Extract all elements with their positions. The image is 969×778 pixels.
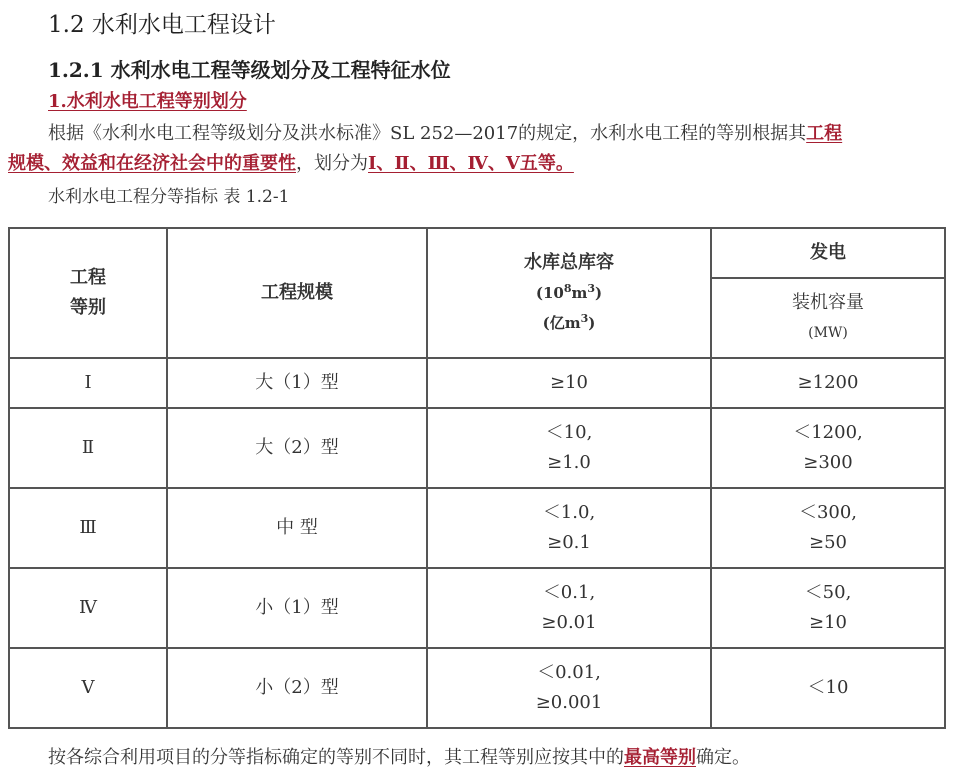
- cell-value: ≥0.001: [535, 692, 603, 713]
- table-caption: 水利水电工程分等指标 表 1.2-1: [48, 187, 290, 207]
- cell-grade: Ⅱ: [9, 408, 167, 488]
- cell-value: ＜1200,: [793, 422, 863, 443]
- cell-power: [711, 358, 945, 408]
- cell-value: ≥1.0: [547, 452, 591, 473]
- cell-reservoir: [427, 408, 711, 488]
- cell-grade: Ⅲ: [9, 488, 167, 568]
- header-reservoir-unit: $(10^8m^3)$: [535, 282, 603, 302]
- cell-reservoir: [427, 488, 711, 568]
- cell-value: ＜0.01,: [537, 662, 601, 683]
- header-grade-line: 工程: [70, 267, 106, 288]
- cell-value: ≥300: [803, 452, 853, 473]
- cell-value: ＜300,: [798, 502, 858, 523]
- section-title: 1.2 水利水电工程设计: [48, 12, 276, 38]
- cell-value: ＜10: [807, 677, 849, 698]
- header-reservoir: [427, 228, 711, 358]
- table-row: [9, 648, 945, 728]
- cell-reservoir: [427, 568, 711, 648]
- header-capacity-name: 装机容量: [792, 292, 864, 313]
- table-row: [9, 408, 945, 488]
- cell-reservoir: [427, 648, 711, 728]
- cell-reservoir: [427, 358, 711, 408]
- cell-scale: 小（1）型: [167, 568, 427, 648]
- paragraph-emphasis: 工程: [806, 123, 843, 144]
- cell-value: ＜50,: [804, 582, 852, 603]
- header-grade: [9, 228, 167, 358]
- cell-scale: 大（2）型: [167, 408, 427, 488]
- cell-power: [711, 568, 945, 648]
- table-row: [9, 488, 945, 568]
- paragraph-emphasis: 规模、效益和在经济社会中的重要性: [8, 153, 296, 174]
- cell-grade: Ⅴ: [9, 648, 167, 728]
- cell-value: ＜0.1,: [542, 582, 596, 603]
- header-grade-line: 等别: [70, 297, 106, 318]
- item-title: 1.水利水电工程等别划分: [48, 91, 247, 112]
- cell-value: ≥1200: [797, 372, 859, 393]
- paragraph-emphasis-grades: Ⅰ、Ⅱ、Ⅲ、Ⅳ、Ⅴ五等。: [368, 153, 574, 174]
- header-scale: 工程规模: [167, 228, 427, 358]
- header-capacity: [711, 278, 945, 358]
- paragraph-line-2: [8, 150, 574, 178]
- header-capacity-unit: (MW): [808, 325, 848, 341]
- cell-power: [711, 408, 945, 488]
- cell-value: ≥0.1: [547, 532, 591, 553]
- cell-power: [711, 648, 945, 728]
- cell-power: [711, 488, 945, 568]
- cell-grade: Ⅰ: [9, 358, 167, 408]
- subsection-title: 1.2.1 水利水电工程等级划分及工程特征水位: [48, 58, 451, 82]
- cell-value: ≥50: [809, 532, 847, 553]
- note-text: 按各综合利用项目的分等指标确定的等别不同时，其工程等别应按其中的: [48, 747, 624, 768]
- cell-value: ≥0.01: [541, 612, 597, 633]
- header-reservoir-name: 水库总库容: [524, 252, 614, 273]
- table-note: [48, 744, 750, 772]
- cell-value: ＜1.0,: [542, 502, 596, 523]
- cell-value: ≥10: [809, 612, 847, 633]
- header-power: 发电: [711, 228, 945, 278]
- paragraph-line-1: [48, 120, 842, 148]
- table-row: [9, 358, 945, 408]
- cell-scale: 小（2）型: [167, 648, 427, 728]
- note-emphasis: 最高等别: [624, 747, 696, 768]
- note-text: 确定。: [696, 747, 750, 768]
- cell-value: ＜10,: [545, 422, 593, 443]
- header-reservoir-unit-cn: (亿$m^3$): [542, 312, 596, 332]
- paragraph-text: ，划分为: [296, 153, 368, 174]
- grade-table: [8, 227, 946, 729]
- cell-value: ≥10: [550, 372, 588, 393]
- cell-scale: 中 型: [167, 488, 427, 568]
- table-row: [9, 568, 945, 648]
- paragraph-text: 根据《水利水电工程等级划分及洪水标准》SL 252—2017的规定，水利水电工程的等别根据其: [48, 123, 807, 144]
- cell-grade: Ⅳ: [9, 568, 167, 648]
- cell-scale: 大（1）型: [167, 358, 427, 408]
- table-header-row: [9, 228, 945, 278]
